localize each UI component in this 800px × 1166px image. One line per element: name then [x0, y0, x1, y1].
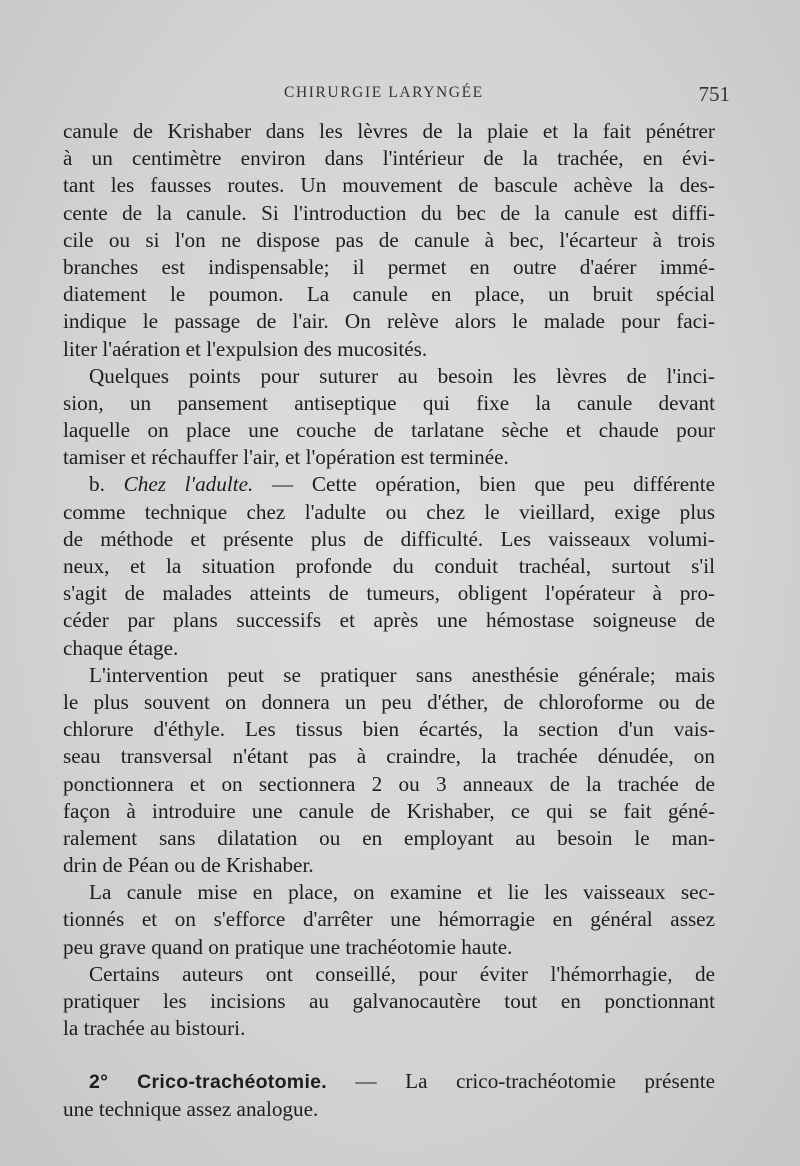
- body-text: [63, 118, 715, 1123]
- text-line: peu grave quand on pratique une trachéotomie haute.: [63, 934, 513, 959]
- page-number: 751: [698, 82, 730, 106]
- running-title: CHIRURGIE LARYNGÉE: [284, 84, 484, 101]
- section-spacer: [63, 1042, 715, 1068]
- subsection-lead: — Cette opération, bien que peu différente: [272, 472, 716, 497]
- section-title: 2° Crico-trachéotomie.: [89, 1071, 328, 1094]
- text-line: cente de la canule. Si l'introduction du bec de la canule est diffi-: [63, 200, 715, 225]
- text-line: sion, un pansement antiseptique qui fixe la canule devant: [63, 390, 715, 415]
- paragraph-2: [63, 363, 715, 472]
- text-line: chaque étage.: [63, 635, 179, 660]
- paragraph-6: [63, 961, 715, 1043]
- text-line: de méthode et présente plus de difficulté. Les vaisseaux volumi-: [63, 526, 715, 551]
- text-line: céder par plans successifs et après une hémostase soigneuse de: [63, 608, 715, 633]
- text-line: chlorure d'éthyle. Les tissus bien écartés, la section d'un vais-: [63, 717, 715, 742]
- subsection-marker: b.: [89, 472, 105, 497]
- text-line: drin de Péan ou de Krishaber.: [63, 853, 314, 878]
- paragraph-1: [63, 118, 715, 363]
- text-line: façon à introduire une canule de Krishaber, ce qui se fait géné-: [63, 798, 715, 823]
- text-line: laquelle on place une couche de tarlatane sèche et chaude pour: [63, 418, 715, 443]
- text-line: tant les fausses routes. Un mouvement de bascule achève la des-: [63, 173, 715, 198]
- text-line: s'agit de malades atteints de tumeurs, obligent l'opérateur à pro-: [63, 581, 715, 606]
- paragraph-5: [63, 879, 715, 961]
- paragraph-4: [63, 662, 715, 880]
- subsection-title: Chez l'adulte.: [123, 472, 254, 497]
- text-line: indique le passage de l'air. On relève alors le malade pour faci-: [63, 309, 715, 334]
- text-line: ponctionnera et on sectionnera 2 ou 3 anneaux de la trachée de: [63, 771, 715, 796]
- text-line: tionnés et on s'efforce d'arrêter une hémorragie en général assez: [63, 907, 715, 932]
- text-line: cile ou si l'on ne dispose pas de canule à bec, l'écarteur à trois: [63, 227, 715, 252]
- section-heading-paragraph: [63, 1068, 715, 1122]
- text-line: neux, et la situation profonde du conduit trachéal, surtout s'il: [63, 554, 715, 578]
- text-line: diatement le poumon. La canule en place, un bruit spécial: [63, 282, 715, 307]
- text-line: tamiser et réchauffer l'air, et l'opération est terminée.: [63, 445, 509, 470]
- paragraph-3: [63, 471, 715, 661]
- text-line: La canule mise en place, on examine et lie les vaisseaux sec-: [89, 880, 715, 905]
- text-line: L'intervention peut se pratiquer sans anesthésie générale; mais: [89, 662, 715, 687]
- text-line: ralement sans dilatation ou en employant au besoin le man-: [63, 825, 715, 850]
- text-line: le plus souvent on donnera un peu d'éther, de chloroforme ou de: [63, 689, 715, 714]
- text-line: seau transversal n'étant pas à craindre, la trachée dénudée, on: [63, 744, 715, 769]
- text-line: canule de Krishaber dans les lèvres de la plaie et la fait pénétrer: [63, 119, 715, 143]
- text-line: une technique assez analogue.: [63, 1096, 319, 1121]
- text-line: [63, 1068, 715, 1095]
- text-line: Quelques points pour suturer au besoin les lèvres de l'inci-: [89, 363, 715, 388]
- text-line: Certains auteurs ont conseillé, pour éviter l'hémorrhagie, de: [89, 961, 715, 986]
- section-lead: — La crico-trachéotomie présente: [355, 1069, 715, 1094]
- text-line: liter l'aération et l'expulsion des mucosités.: [63, 336, 428, 361]
- text-line: la trachée au bistouri.: [63, 1016, 246, 1041]
- text-line: branches est indispensable; il permet en outre d'aérer immé-: [63, 254, 715, 279]
- text-line: pratiquer les incisions au galvanocautère tout en ponctionnant: [63, 989, 715, 1013]
- text-line: comme technique chez l'adulte ou chez le vieillard, exige plus: [63, 499, 715, 524]
- text-line: [63, 471, 715, 498]
- text-line: à un centimètre environ dans l'intérieur de la trachée, en évi-: [63, 146, 715, 171]
- running-head: [62, 82, 730, 108]
